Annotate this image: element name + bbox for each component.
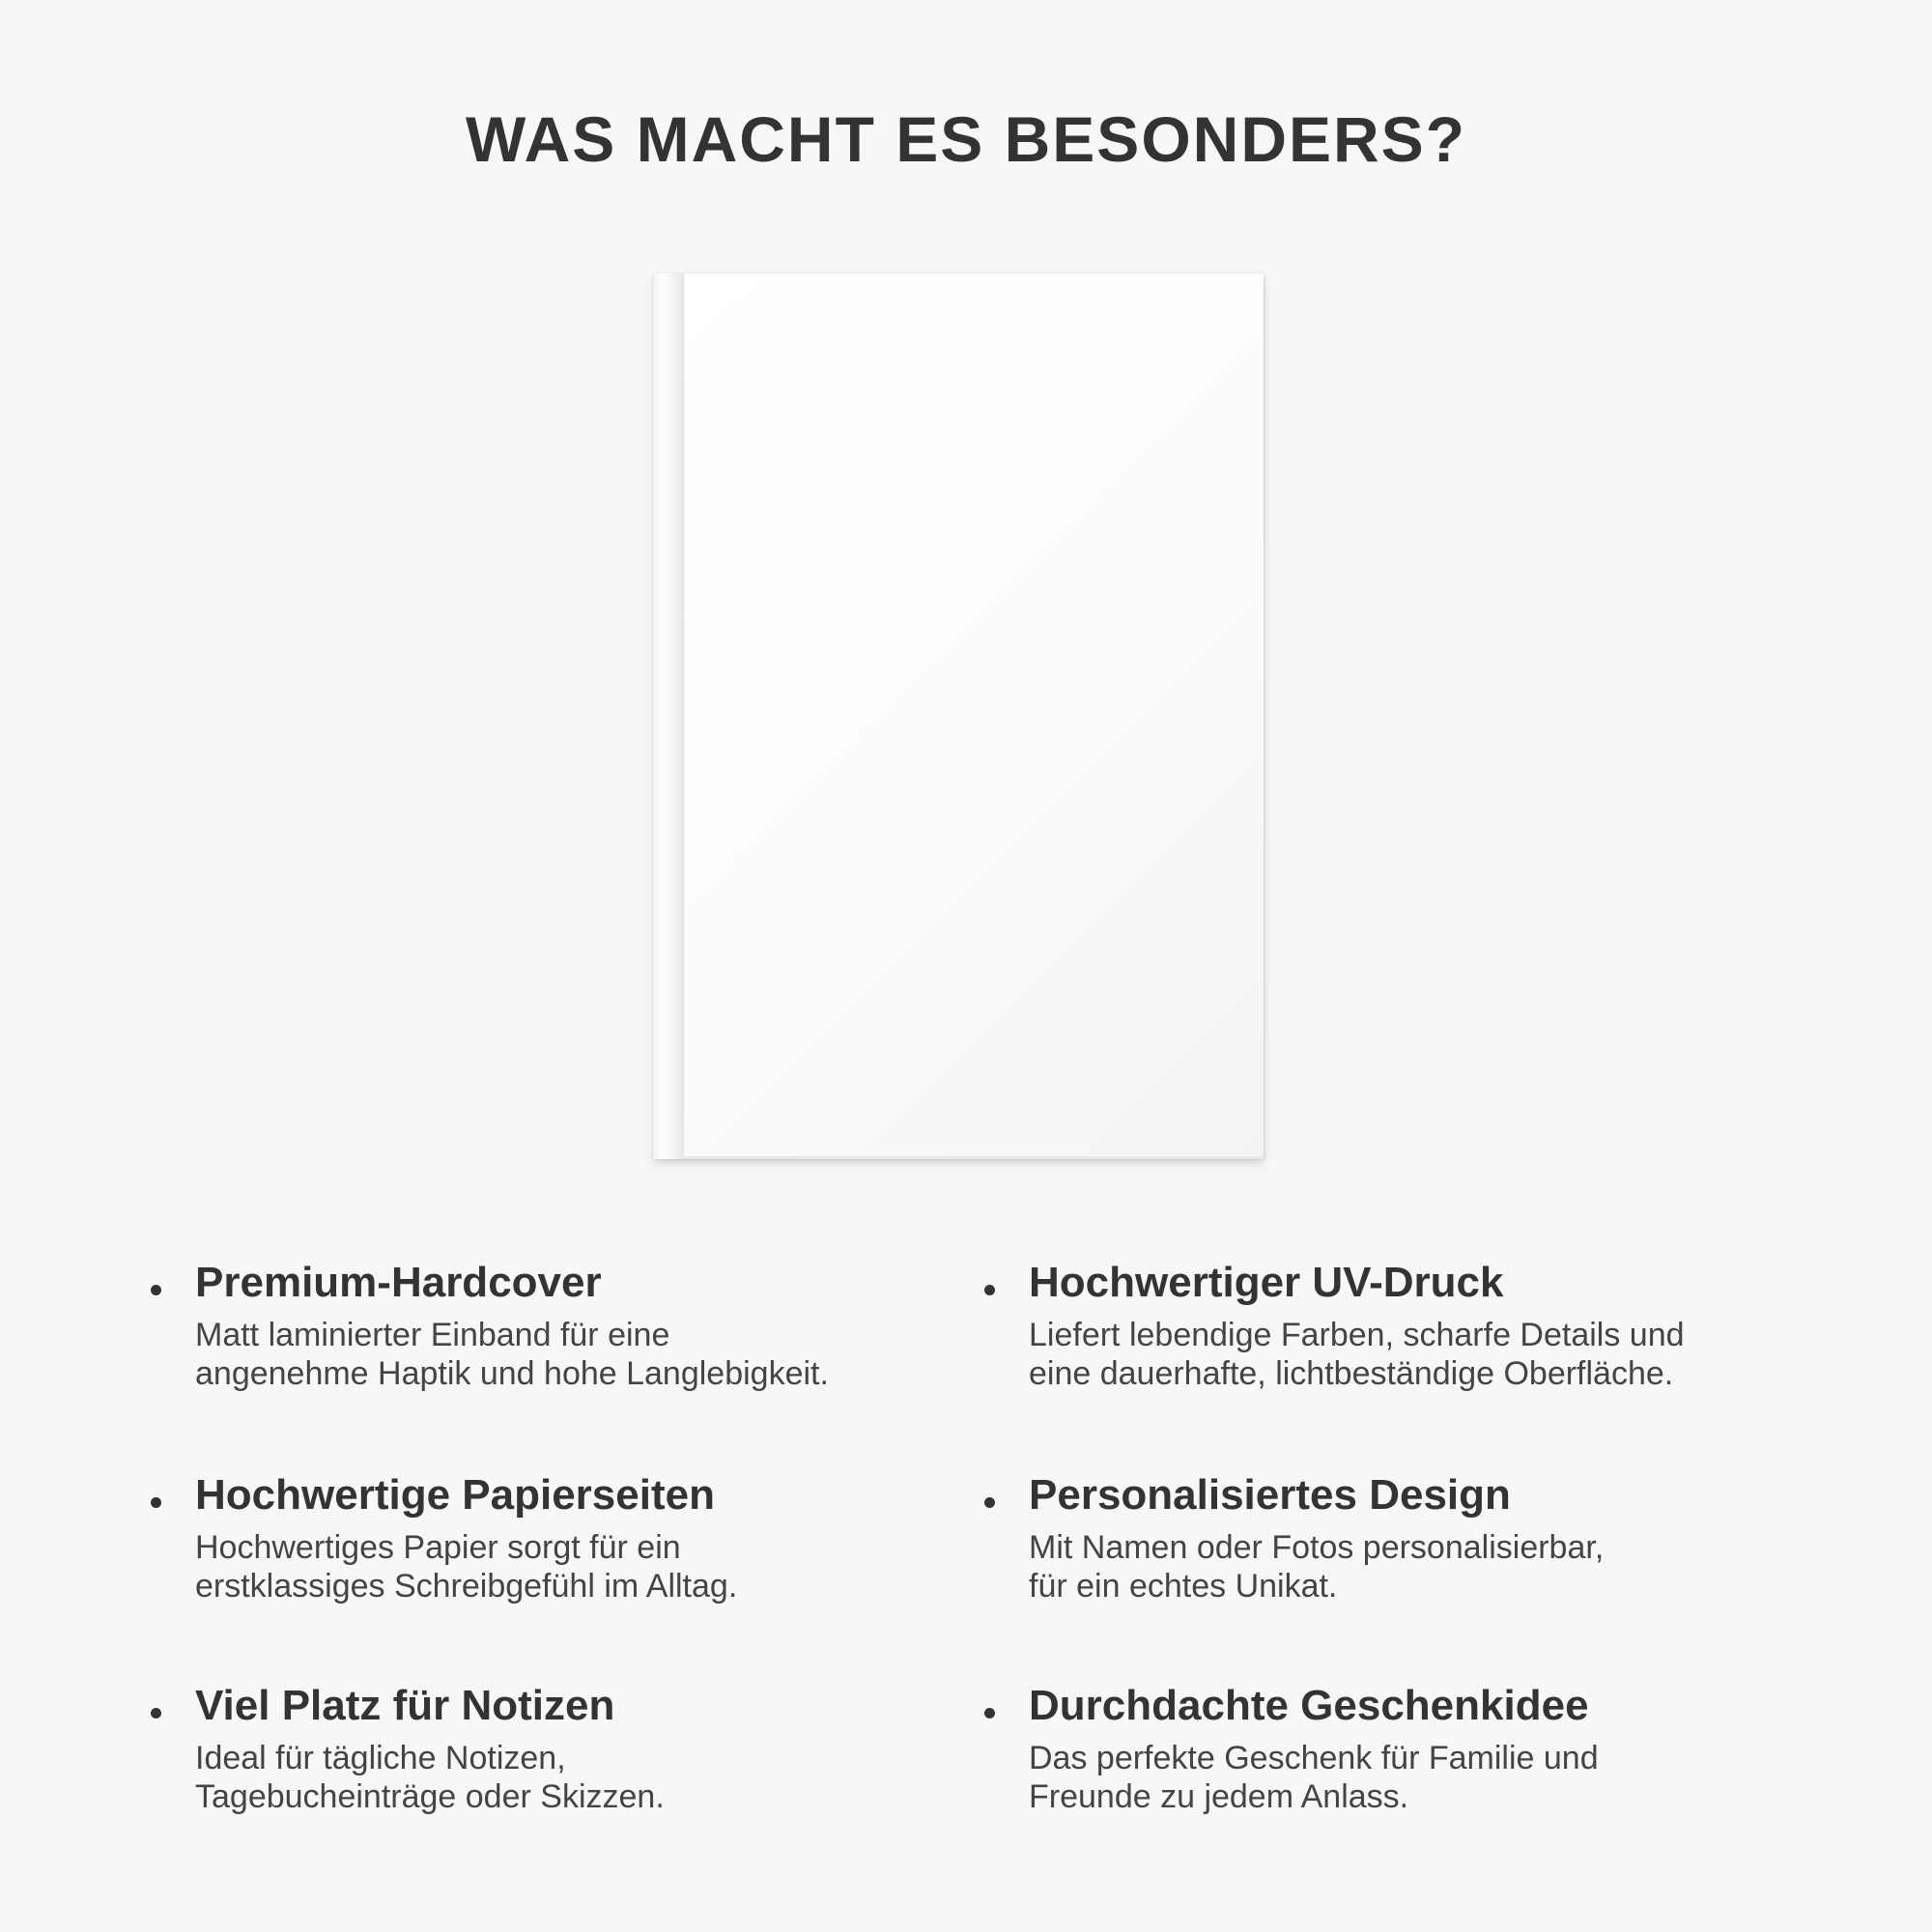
feature-description-line: Liefert lebendige Farben, scharfe Details und bbox=[1029, 1317, 1685, 1353]
feature-title: Premium-Hardcover bbox=[195, 1259, 602, 1306]
bullet-dot-icon bbox=[984, 1285, 995, 1295]
feature-title: Viel Platz für Notizen bbox=[195, 1682, 615, 1729]
bullet-dot-icon bbox=[151, 1708, 161, 1719]
feature-description bbox=[195, 1316, 968, 1393]
feature-description-line: Mit Namen oder Fotos personalisierbar, bbox=[1029, 1529, 1605, 1566]
hardcover-book-image bbox=[653, 273, 1264, 1159]
feature-description bbox=[1029, 1316, 1802, 1393]
feature-description-line: Matt laminierter Einband für eine bbox=[195, 1317, 670, 1353]
bullet-dot-icon bbox=[151, 1285, 161, 1295]
feature-description-line: Freunde zu jedem Anlass. bbox=[1029, 1778, 1409, 1815]
book-page-edge bbox=[682, 1156, 1264, 1159]
feature-description-line: Tagebucheinträge oder Skizzen. bbox=[195, 1778, 665, 1815]
feature-list bbox=[145, 1256, 1816, 1835]
bullet-dot-icon bbox=[984, 1497, 995, 1508]
feature-title: Personalisiertes Design bbox=[1029, 1471, 1511, 1519]
bullet-dot-icon bbox=[151, 1497, 161, 1508]
feature-description-line: für ein echtes Unikat. bbox=[1029, 1568, 1338, 1605]
feature-description-line: erstklassiges Schreibgefühl im Alltag. bbox=[195, 1568, 738, 1605]
feature-title: Hochwertiger UV-Druck bbox=[1029, 1259, 1504, 1306]
book-hinge bbox=[682, 273, 685, 1159]
feature-description-line: Hochwertiges Papier sorgt für ein bbox=[195, 1529, 681, 1566]
page-title: WAS MACHT ES BESONDERS? bbox=[465, 103, 1467, 175]
feature-description-line: angenehme Haptik und hohe Langlebigkeit. bbox=[195, 1355, 829, 1392]
feature-description-line: eine dauerhafte, lichtbeständige Oberfläche. bbox=[1029, 1355, 1674, 1392]
feature-description-line: Das perfekte Geschenk für Familie und bbox=[1029, 1740, 1599, 1776]
feature-title: Durchdachte Geschenkidee bbox=[1029, 1682, 1589, 1729]
feature-description bbox=[1029, 1528, 1802, 1605]
bullet-dot-icon bbox=[984, 1708, 995, 1719]
feature-description bbox=[195, 1528, 968, 1605]
feature-description bbox=[195, 1739, 968, 1816]
book-spine bbox=[653, 273, 682, 1159]
feature-title: Hochwertige Papierseiten bbox=[195, 1471, 715, 1519]
feature-description bbox=[1029, 1739, 1802, 1816]
feature-description-line: Ideal für tägliche Notizen, bbox=[195, 1740, 566, 1776]
